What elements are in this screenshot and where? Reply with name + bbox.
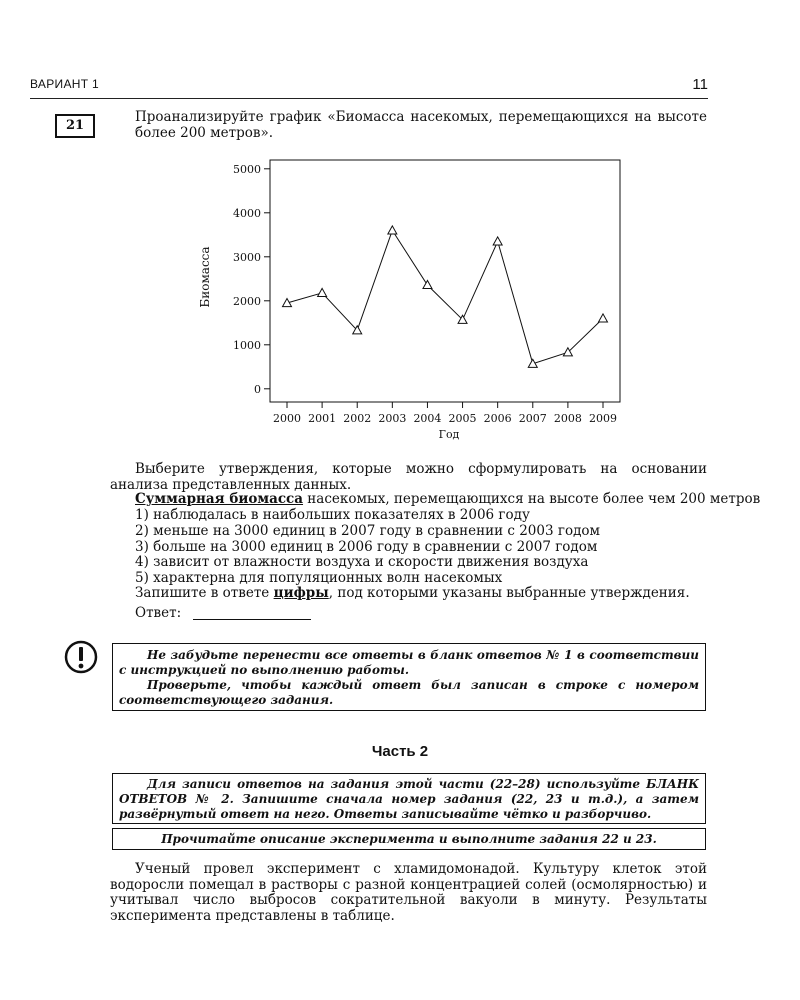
option-5: 5) характерна для популяционных волн насекомых xyxy=(135,570,503,586)
statement-bold: Суммарная биомасса xyxy=(135,491,304,507)
data-points xyxy=(283,226,608,367)
x-tick-label-2000: 2000 xyxy=(273,412,301,425)
x-tick-label-2004: 2004 xyxy=(413,412,442,425)
statement xyxy=(135,492,760,508)
notice-line-2: Проверьте, чтобы каждый ответ был записан в строке с номером соответствующего задания. xyxy=(119,678,699,707)
option-3: 3) больше на 3000 единиц в 2006 году в сравнении с 2007 годом xyxy=(135,539,598,555)
biomass-chart xyxy=(190,155,630,445)
x-tick-label-2008: 2008 xyxy=(553,412,582,425)
y-axis-label: Биомасса xyxy=(198,246,212,308)
y-tick-label-1000: 1000 xyxy=(233,338,261,352)
y-tick-label-5000: 5000 xyxy=(233,162,261,176)
notice-box xyxy=(112,643,706,711)
x-tick-label-2005: 2005 xyxy=(448,412,477,425)
page-number: 11 xyxy=(692,76,708,93)
biomass-series-line xyxy=(287,230,603,363)
x-axis-label: Год xyxy=(438,428,460,441)
part-2-title: Часть 2 xyxy=(371,743,429,760)
option-2: 2) меньше на 3000 единиц в 2007 году в сравнении с 2003 годом xyxy=(135,523,601,539)
point-2006 xyxy=(493,237,502,245)
task-number-box: 21 xyxy=(55,114,95,138)
variant-label: ВАРИАНТ 1 xyxy=(30,77,99,91)
statement-rest: насекомых, перемещающихся на высоте более чем 200 метров xyxy=(303,491,761,507)
x-tick-labels xyxy=(273,402,617,425)
y-tick-label-4000: 4000 xyxy=(233,206,261,220)
answer-instruction xyxy=(135,586,690,602)
part-2-instructions-box xyxy=(112,773,706,824)
x-tick-label-2009: 2009 xyxy=(589,412,617,425)
header-divider xyxy=(30,98,708,99)
option-4: 4) зависит от влажности воздуха и скорости движения воздуха xyxy=(135,554,589,570)
point-2004 xyxy=(423,280,432,288)
point-2001 xyxy=(318,288,327,296)
instruction-post: , под которыми указаны выбранные утверждения. xyxy=(328,585,690,601)
instruction-pre: Запишите в ответе xyxy=(135,585,274,601)
plot-frame xyxy=(270,160,620,402)
answer-field[interactable] xyxy=(193,605,311,620)
answer-row xyxy=(135,605,311,622)
x-tick-label-2002: 2002 xyxy=(343,412,372,425)
x-tick-label-2001: 2001 xyxy=(308,412,337,425)
point-2003 xyxy=(388,226,397,234)
read-note-box: Прочитайте описание эксперимента и выполните задания 22 и 23. xyxy=(112,828,706,850)
y-tick-label-2000: 2000 xyxy=(233,294,261,308)
point-2007 xyxy=(528,359,537,367)
answer-label: Ответ: xyxy=(135,605,182,621)
x-tick-label-2007: 2007 xyxy=(518,412,547,425)
y-tick-labels xyxy=(233,163,270,396)
task-intro: Проанализируйте график «Биомасса насекомых, перемещающихся на высоте более 200 метров». xyxy=(135,109,707,141)
x-tick-label-2003: 2003 xyxy=(378,412,407,425)
y-tick-label-0: 0 xyxy=(254,382,261,396)
notice-line-1: Не забудьте перенести все ответы в бланк ответов № 1 в соответствии с инструкцией по выполнению работы. xyxy=(119,648,699,677)
question-prompt: Выберите утверждения, которые можно сформулировать на основании анализа представленных данных. xyxy=(110,461,707,493)
instruction-bold: цифры xyxy=(273,585,329,601)
option-1: 1) наблюдалась в наибольших показателях в 2006 году xyxy=(135,507,530,523)
point-2009 xyxy=(599,314,608,322)
exclamation-icon xyxy=(64,640,98,674)
x-tick-label-2006: 2006 xyxy=(483,412,512,425)
y-tick-label-3000: 3000 xyxy=(233,250,261,264)
experiment-description: Ученый провел эксперимент с хламидомонадой. Культуру клеток этой водоросли помещал в растворы с разной концентрацией солей (осмолярностью) и учитывал число выбросов сократительной вакуоли в минуту. Результаты эксперимента представлены в таблице. xyxy=(110,861,707,924)
part-2-instructions: Для записи ответов на задания этой части (22–28) используйте БЛАНК ОТВЕТОВ № 2. Запишите сначала номер задания (22, 23 и т.д.), а затем развёрнутый ответ на него. Ответы записывайте чётко и разборчиво. xyxy=(119,777,699,821)
chart-axes xyxy=(270,160,620,402)
